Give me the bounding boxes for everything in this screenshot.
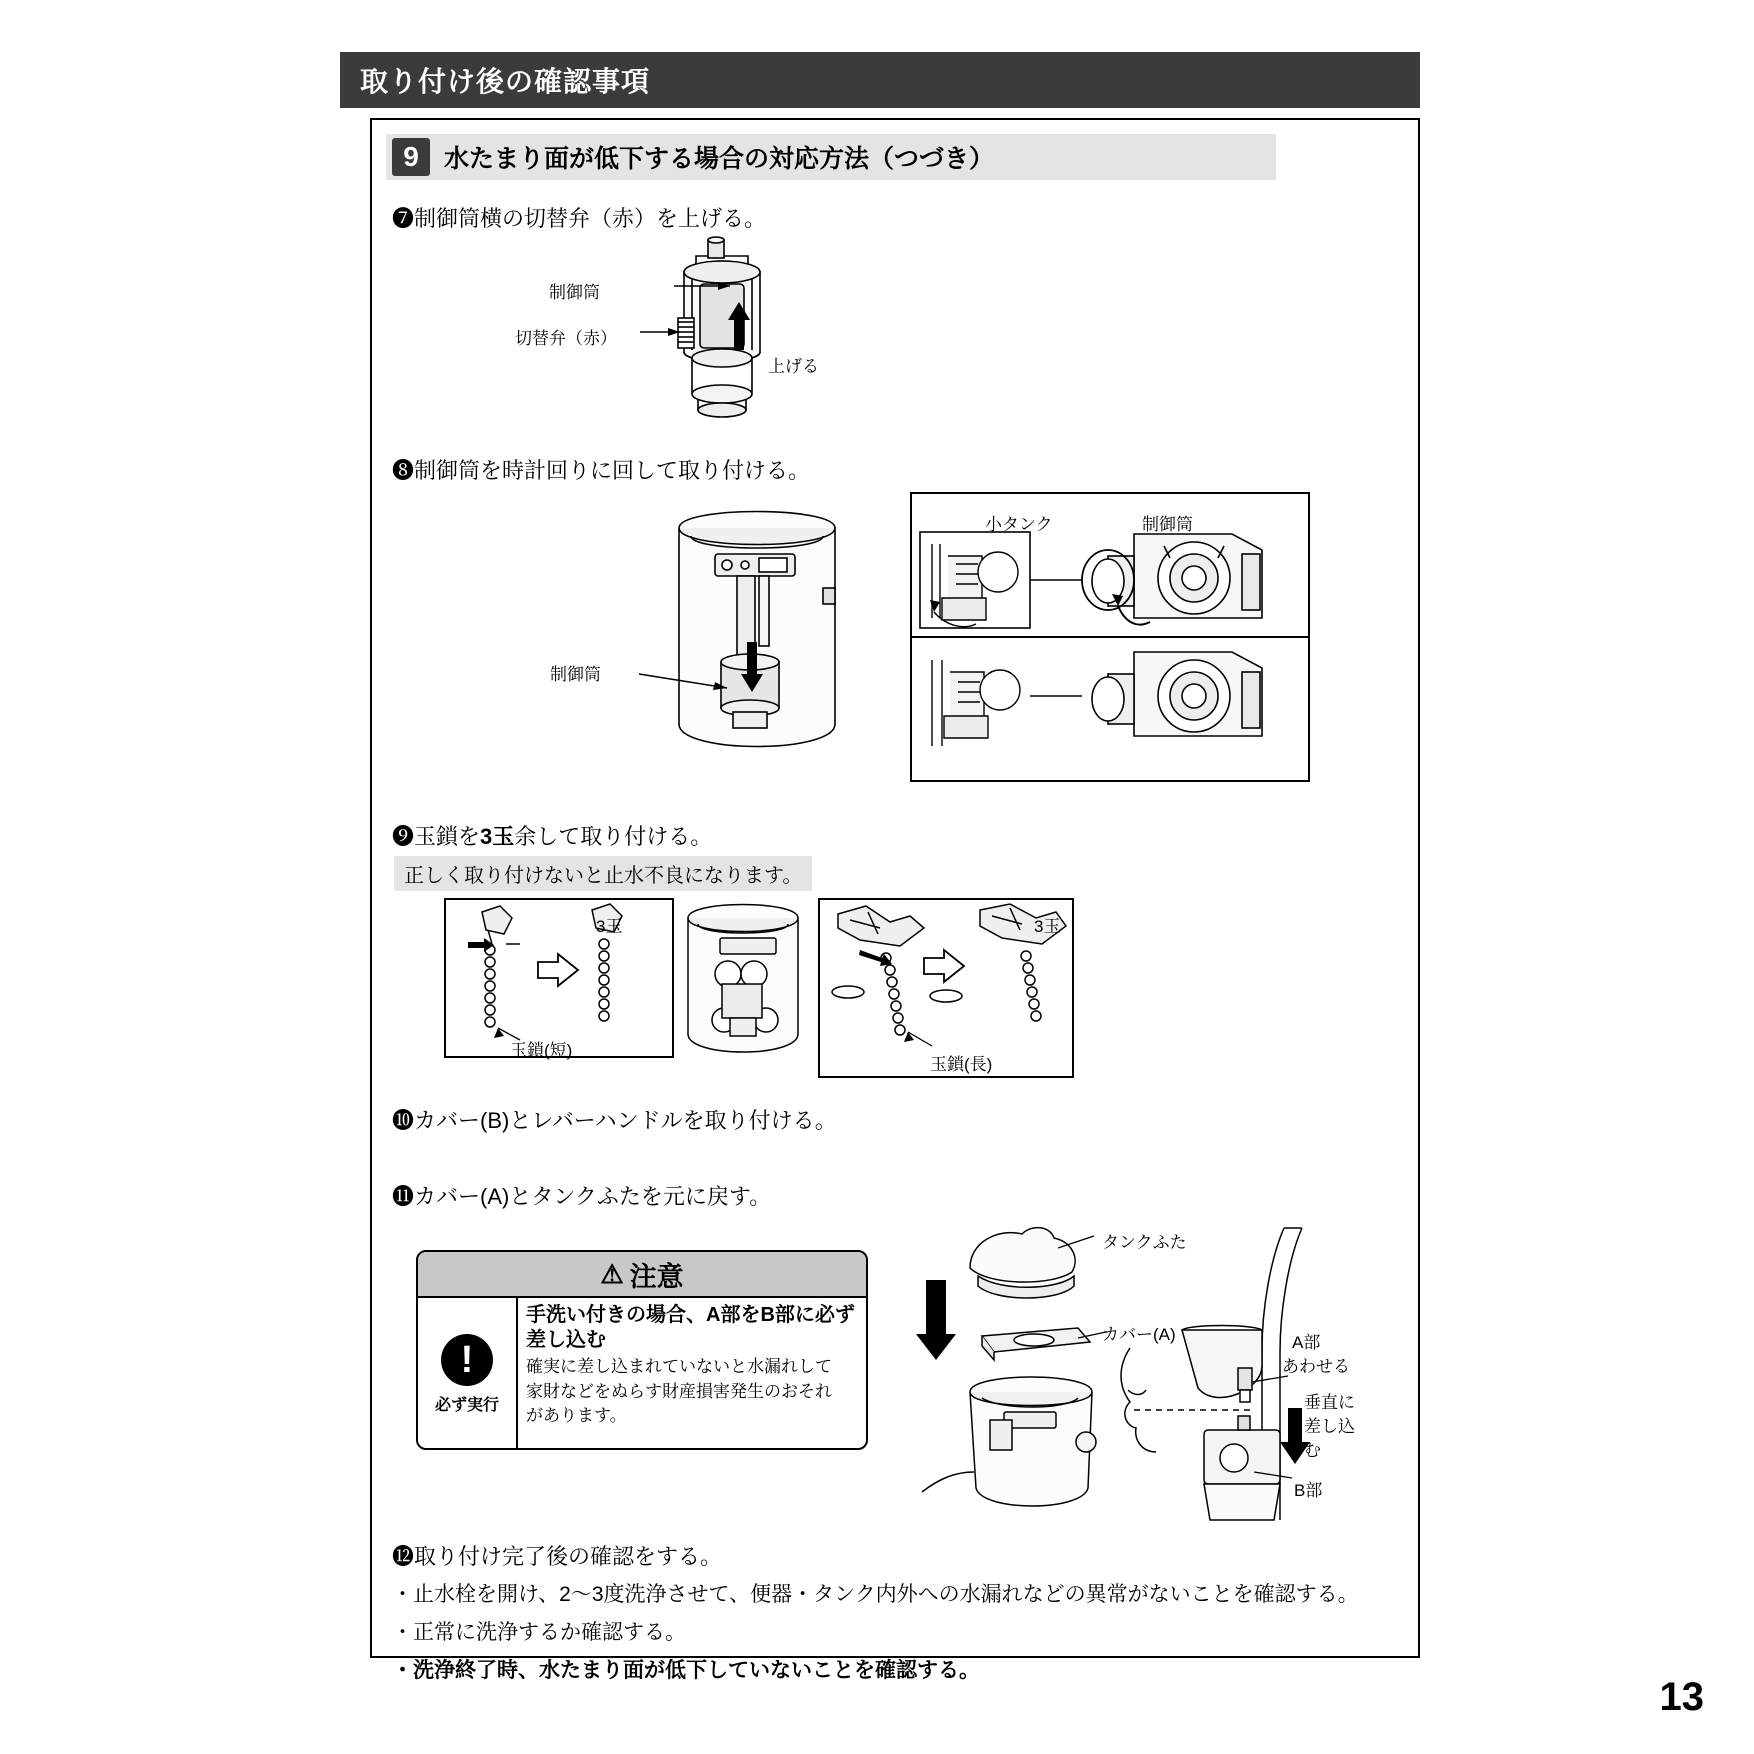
step-10-text: ❿カバー(B)とレバーハンドルを取り付ける。 bbox=[392, 1108, 837, 1133]
caution-box bbox=[416, 1250, 868, 1450]
step-9-part-c: 余して取り付ける。 bbox=[514, 824, 713, 849]
caution-body-line-1: 確実に差し込まれていないと水漏れして bbox=[526, 1357, 832, 1376]
figure-step-8-detail-box bbox=[910, 492, 1310, 782]
content-frame bbox=[370, 118, 1420, 1682]
checklist-item-1: ・止水栓を開け、2〜3度洗浄させて、便器・タンク内外への水漏れなどの異常がないことを確認する。 bbox=[392, 1583, 1359, 1606]
checklist-item-3: ・洗浄終了時、水たまり面が低下していないことを確認する。 bbox=[392, 1659, 980, 1682]
step-11-text: ⓫カバー(A)とタンクふたを元に戻す。 bbox=[392, 1184, 772, 1209]
figure-11-label-b-bu: B部 bbox=[1294, 1481, 1323, 1500]
step-9-part-b: 3玉 bbox=[480, 824, 515, 849]
page-header-bar bbox=[340, 52, 1420, 108]
page-header-title: 取り付け後の確認事項 bbox=[360, 66, 651, 97]
step-8-text: ❽制御筒を時計回りに回して取り付ける。 bbox=[392, 458, 811, 483]
figure-11-label-sashikomu-1: 差し込 bbox=[1304, 1417, 1355, 1436]
figure-11-label-a-bu: A部 bbox=[1292, 1333, 1321, 1352]
figure-step-9-center-tank bbox=[672, 888, 812, 1074]
caution-body-line-2: 家財などをぬらす財産損害発生のおそれ bbox=[526, 1381, 832, 1401]
figure-8-label-kotank: 小タンク bbox=[985, 515, 1053, 534]
figure-11-label-cover-a: カバー(A) bbox=[1102, 1325, 1176, 1344]
figure-8-label-seigyotou-right: 制御筒 bbox=[1142, 515, 1193, 534]
figure-9-label-tamakusari-long: 玉鎖(長) bbox=[930, 1055, 993, 1074]
figure-7-label-ageru: 上げる bbox=[768, 357, 819, 376]
figure-9-label-3tama-left: 3玉 bbox=[596, 917, 623, 936]
figure-step-8-tank bbox=[587, 492, 887, 782]
page-number: 13 bbox=[1659, 1675, 1704, 1719]
figure-9-label-3tama-right: 3玉 bbox=[1034, 917, 1061, 936]
figure-step-11-tank bbox=[882, 1220, 1142, 1520]
caution-icon-label: 必ず実行 bbox=[434, 1396, 499, 1414]
figure-11-label-tankfuta: タンクふた bbox=[1102, 1233, 1187, 1252]
caution-heading-text: 注意 bbox=[629, 1261, 684, 1292]
figure-step-7 bbox=[622, 232, 1022, 452]
caution-icon-cell bbox=[418, 1298, 518, 1450]
section-title-row bbox=[386, 134, 1276, 180]
section-title: 水たまり面が低下する場合の対応方法（つづき） bbox=[444, 145, 995, 173]
figure-7-label-kirikaeben: 切替弁（赤） bbox=[515, 329, 617, 348]
step-12-text: ⓬取り付け完了後の確認をする。 bbox=[392, 1544, 723, 1569]
figure-11-label-sashikomu-2: む bbox=[1304, 1441, 1321, 1460]
caution-text-cell bbox=[518, 1298, 866, 1450]
step-9-note: 正しく取り付けないと止水不良になります。 bbox=[394, 856, 812, 891]
caution-heading bbox=[418, 1252, 866, 1298]
figure-11-label-suichoku: 垂直に bbox=[1304, 1393, 1355, 1412]
checklist-item-2: ・正常に洗浄するか確認する。 bbox=[392, 1621, 686, 1644]
caution-body bbox=[418, 1298, 866, 1450]
figure-7-label-seigyotou: 制御筒 bbox=[549, 283, 600, 302]
section-number: 9 bbox=[392, 138, 430, 176]
step-9-text bbox=[392, 820, 712, 851]
figure-9-label-tamakusari-short: 玉鎖(短) bbox=[510, 1041, 573, 1060]
exclamation-icon: ! bbox=[441, 1334, 493, 1386]
figure-11-label-awaseru: あわせる bbox=[1282, 1357, 1350, 1376]
step-9-part-a: ❾玉鎖を bbox=[392, 824, 481, 849]
step-7-text: ❼制御筒横の切替弁（赤）を上げる。 bbox=[392, 206, 767, 231]
caution-title-line-2: 差し込む bbox=[526, 1329, 606, 1351]
figure-step-9-left-box bbox=[444, 898, 674, 1058]
figure-8-label-seigyotou-left: 制御筒 bbox=[550, 665, 601, 684]
caution-title-line-1: 手洗い付きの場合、A部をB部に必ず bbox=[526, 1304, 855, 1326]
caution-body-line-3: があります。 bbox=[526, 1406, 627, 1426]
warning-triangle-icon: ⚠ bbox=[600, 1258, 624, 1289]
